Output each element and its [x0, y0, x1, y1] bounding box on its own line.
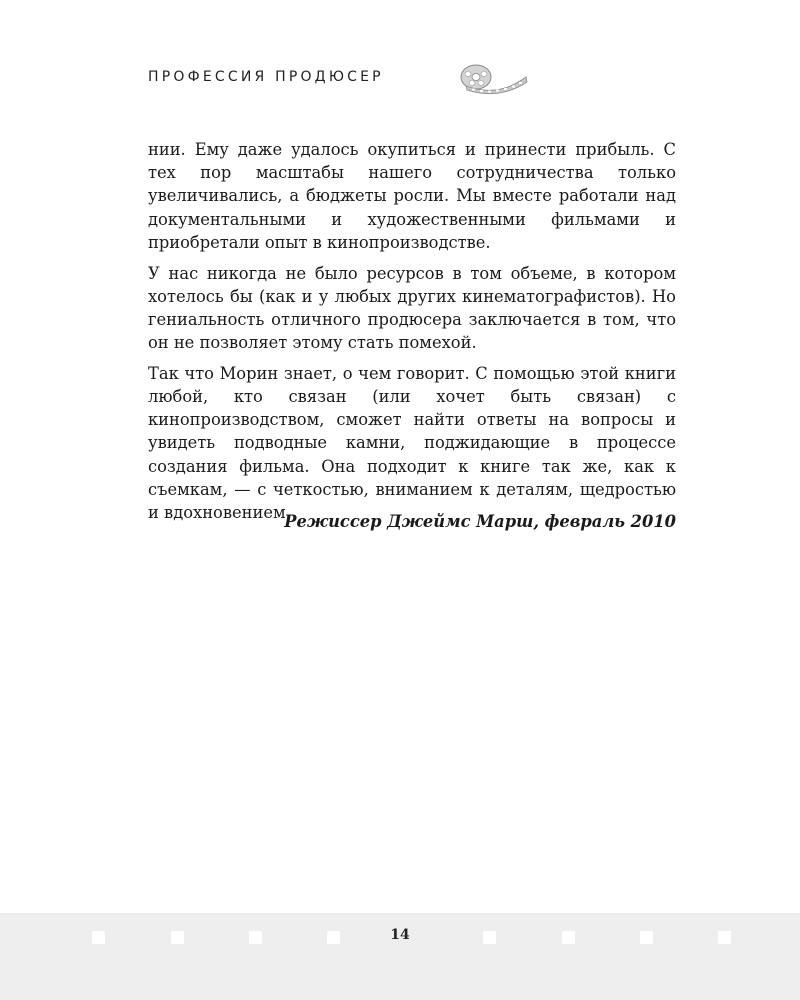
footer-decoration-square	[640, 931, 653, 944]
footer-decoration-square	[171, 931, 184, 944]
running-title: ПРОФЕССИЯ ПРОДЮСЕР	[148, 69, 384, 85]
signature: Режиссер Джеймс Марш, февраль 2010	[284, 512, 676, 531]
footer-decoration-square	[249, 931, 262, 944]
page-number: 14	[390, 927, 410, 943]
footer-decoration-square	[92, 931, 105, 944]
footer-band	[0, 913, 800, 1000]
body-text	[148, 138, 676, 532]
footer-decoration-square	[483, 931, 496, 944]
paragraph-1: нии. Ему даже удалось окупиться и принести прибыль. С тех пор масштабы нашего сотрудничества только увеличивались, а бюджеты росли. Мы вместе работали над документальными и художественными фильмами и приобретали опыт в кинопроизводстве.	[148, 140, 676, 252]
footer-decoration-square	[562, 931, 575, 944]
footer-decoration-square	[718, 931, 731, 944]
film-reel-icon	[458, 60, 530, 96]
paragraph-2: У нас никогда не было ресурсов в том объеме, в котором хотелось бы (как и у любых других кинематографистов). Но гениальность отличного продюсера заключается в том, что он не позволяет этому стать помехой.	[148, 263, 676, 353]
paragraph-3: Так что Морин знает, о чем говорит. С помощью этой книги любой, кто связан (или хочет быть связан) с кинопроизводством, сможет найти ответы на вопросы и увидеть подводные камни, поджидающие в процессе создания фильма. Она подходит к книге так же, как к съемкам, — с четкостью, вниманием к деталям, щедростью и вдохновением.	[148, 363, 676, 523]
footer-decoration-square	[327, 931, 340, 944]
